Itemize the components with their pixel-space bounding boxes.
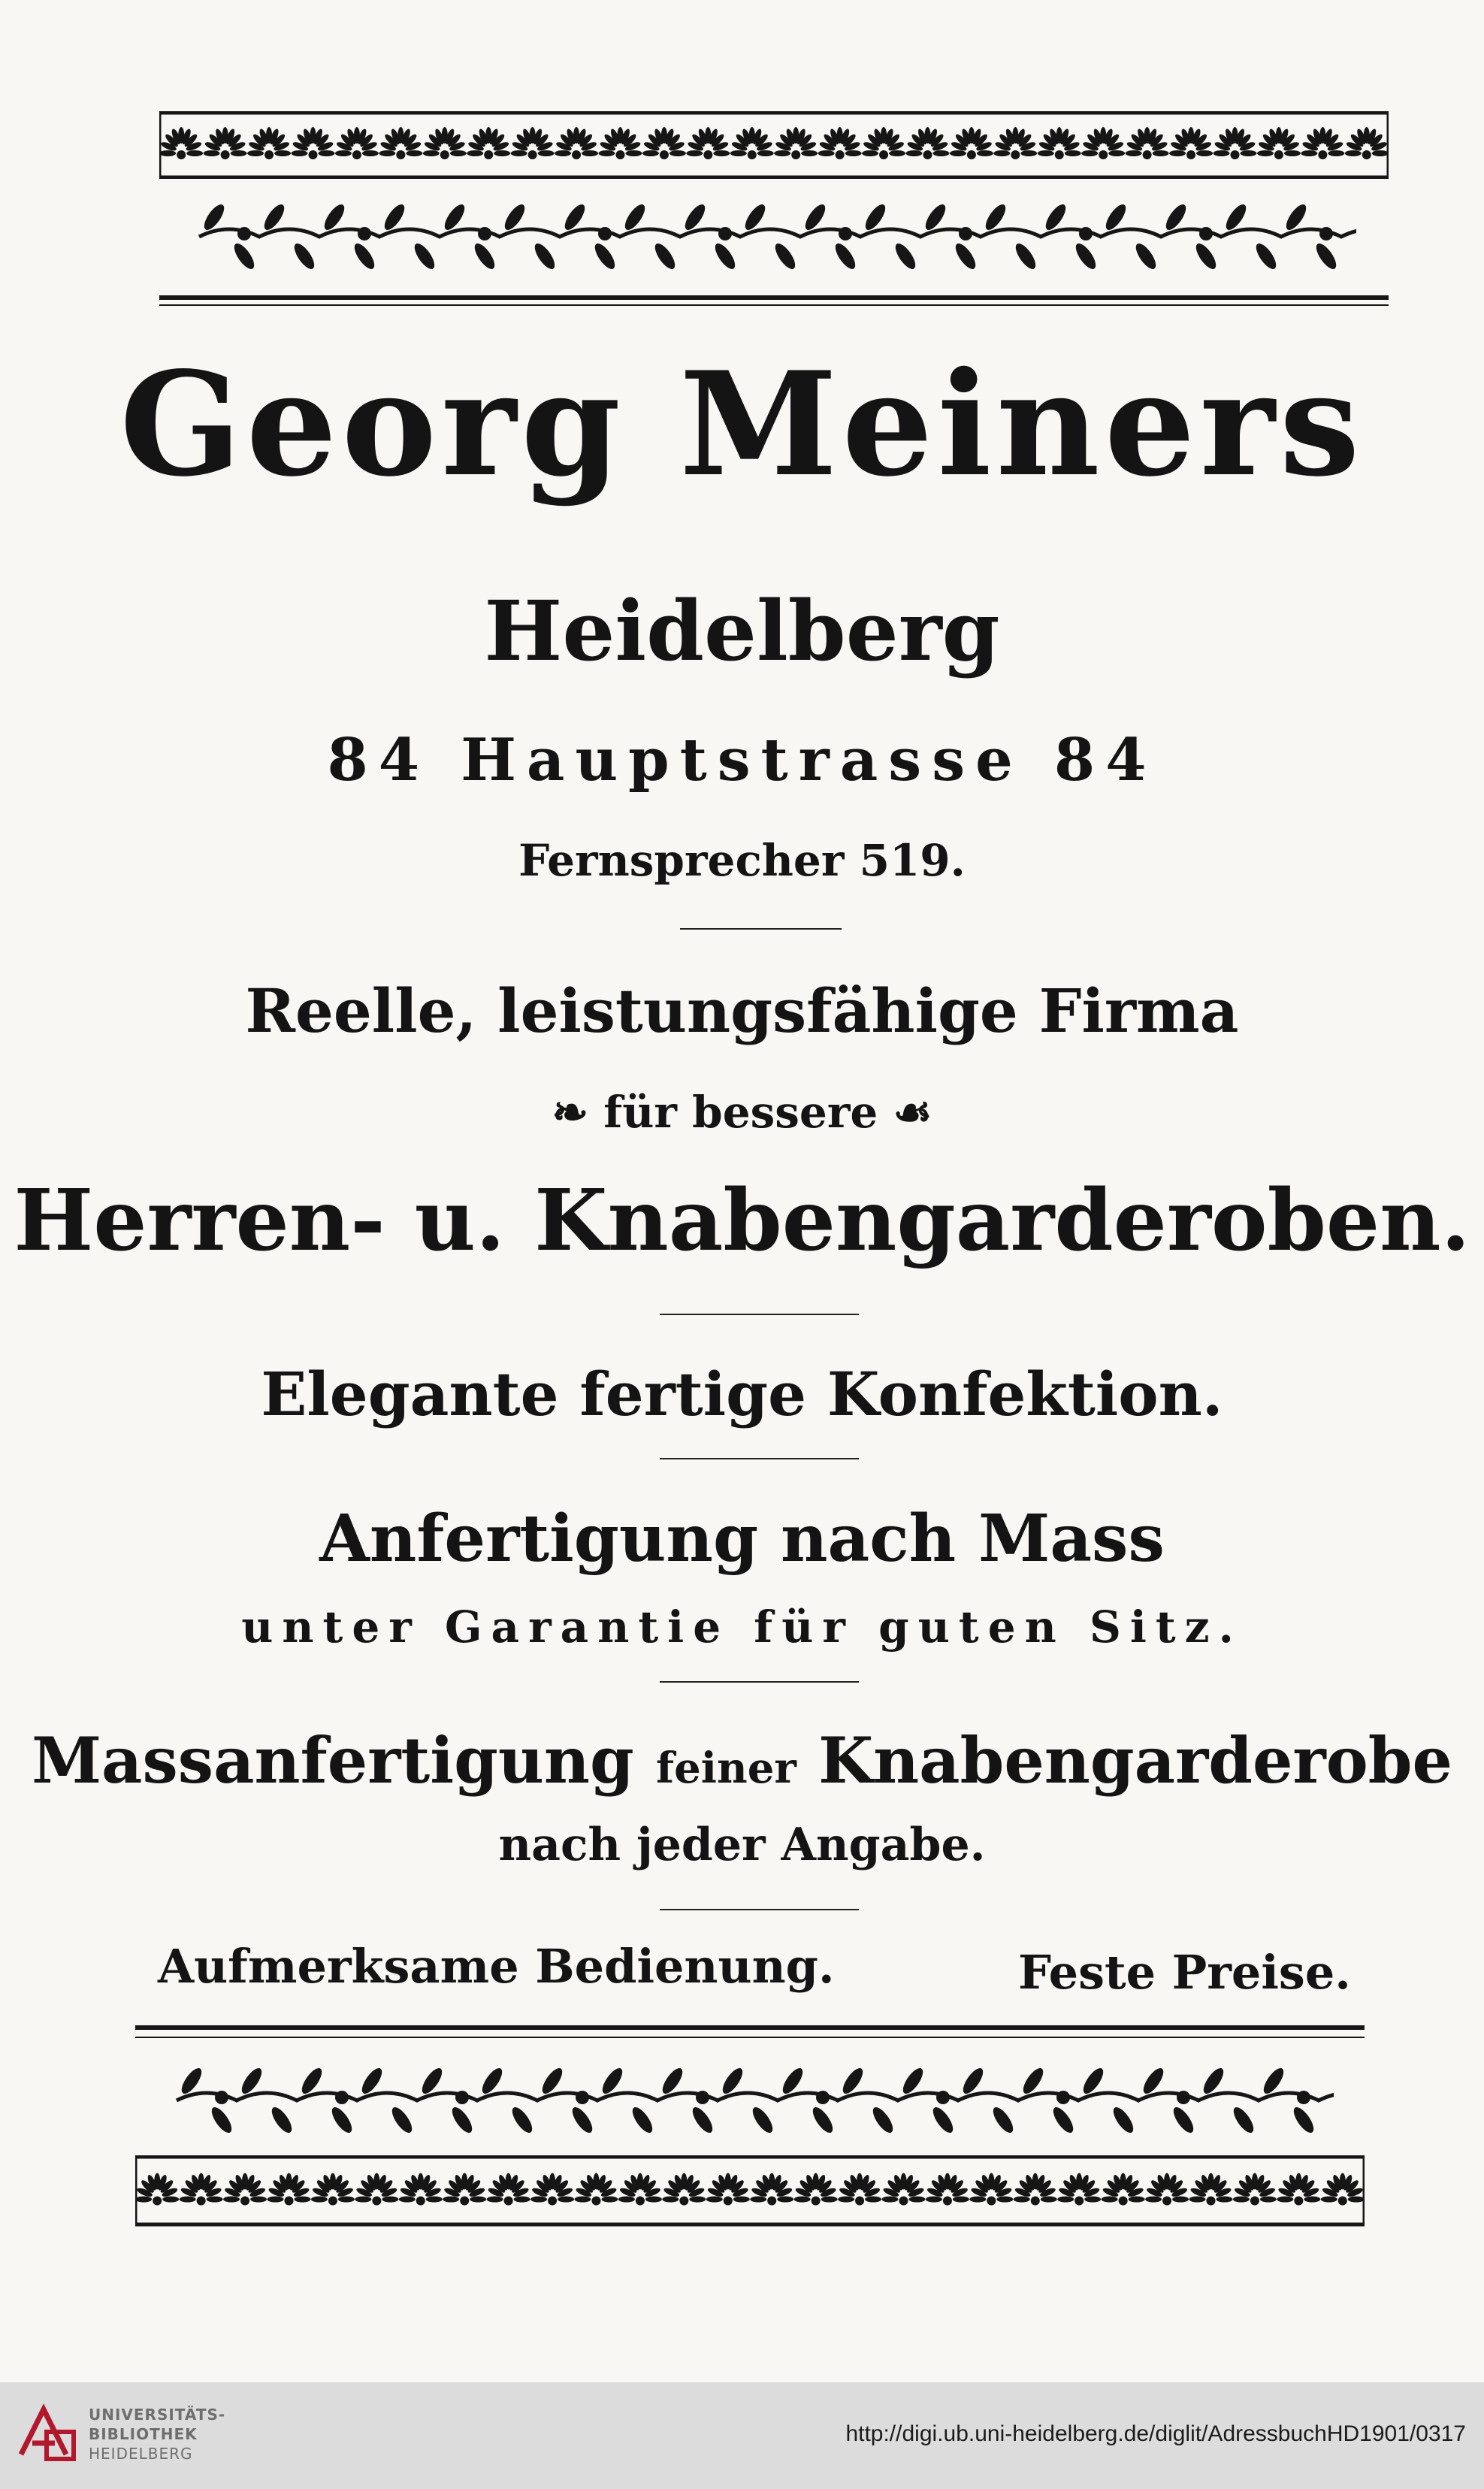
note-service: Aufmerksame Bedienung. bbox=[158, 1939, 835, 1994]
vine-berry bbox=[358, 227, 371, 240]
rosette-ornament bbox=[730, 127, 774, 159]
rosette-ornament bbox=[838, 2173, 881, 2206]
top-divider bbox=[159, 295, 1389, 300]
rosette-ornament bbox=[950, 127, 993, 159]
vine-berry bbox=[1319, 227, 1333, 240]
tagline-boys-a: Massanfertigung bbox=[32, 1723, 634, 1798]
vine-berry bbox=[1177, 2091, 1190, 2104]
rosette-ornament bbox=[1345, 127, 1389, 159]
vine-leaf bbox=[651, 240, 679, 272]
vine-leaf bbox=[689, 2104, 716, 2136]
vine-leaf bbox=[809, 2104, 836, 2136]
rosette-ornament bbox=[750, 2173, 793, 2206]
vine-leaf bbox=[1132, 240, 1159, 272]
firm-name: Georg Meiners bbox=[119, 340, 1365, 508]
rosette-ornament bbox=[1014, 2173, 1057, 2206]
rosette-ornament bbox=[511, 127, 555, 159]
vine-stem bbox=[199, 229, 1356, 237]
top-rosette-border bbox=[159, 111, 1389, 179]
rosette-ornament bbox=[1169, 127, 1213, 159]
rosette-ornament bbox=[1102, 2173, 1145, 2206]
rosette-ornament bbox=[1213, 127, 1257, 159]
vine-leaf bbox=[869, 2104, 896, 2136]
rosette-ornament bbox=[379, 127, 422, 159]
vine-leaf bbox=[388, 2104, 416, 2136]
vine-leaf bbox=[1313, 240, 1340, 272]
vine-leaf bbox=[749, 2104, 776, 2136]
rosette-ornament bbox=[1301, 127, 1344, 159]
vine-leaf bbox=[772, 240, 799, 272]
rosette-ornament bbox=[135, 2173, 179, 2206]
vine-berry bbox=[335, 2091, 349, 2104]
vine-leaf bbox=[268, 2104, 295, 2136]
vine-leaf bbox=[449, 2104, 476, 2136]
vine-leaf bbox=[929, 2104, 957, 2136]
source-url[interactable]: http://digi.ub.uni-heidelberg.de/diglit/AdressbuchHD1901/0317 bbox=[845, 2421, 1466, 2446]
phone: Fernsprecher 519. bbox=[518, 835, 966, 886]
rosette-ornament bbox=[335, 127, 379, 159]
vine-leaf bbox=[892, 240, 919, 272]
vine-leaf bbox=[1110, 2104, 1137, 2136]
divider-4 bbox=[660, 1681, 859, 1683]
rosette-ornament bbox=[1081, 127, 1125, 159]
rosette-ornament bbox=[292, 127, 335, 159]
rosette-ornament bbox=[555, 127, 598, 159]
rosette-ornament bbox=[662, 2173, 706, 2206]
vine-leaf bbox=[291, 240, 318, 272]
tagline-tailoring: Anfertigung nach Mass bbox=[319, 1501, 1165, 1577]
logo-line-2: BIBLIOTHEK bbox=[89, 2425, 198, 2443]
vine-leaf bbox=[1072, 240, 1099, 272]
vine-berry bbox=[576, 2091, 589, 2104]
rosette-ornament bbox=[818, 127, 862, 159]
rosette-ornament bbox=[993, 127, 1037, 159]
rosette-ornament bbox=[311, 2173, 355, 2206]
bottom-rosette-border bbox=[135, 2155, 1365, 2227]
rosette-ornament bbox=[1257, 127, 1301, 159]
divider-2 bbox=[660, 1314, 859, 1315]
divider-1 bbox=[680, 928, 842, 930]
library-logo-text bbox=[89, 2405, 225, 2463]
address: 84 Hauptstrasse 84 bbox=[327, 726, 1157, 794]
tagline-better-text: für bessere bbox=[603, 1087, 878, 1138]
vine-leaf bbox=[1290, 2104, 1317, 2136]
vine-berry bbox=[1056, 2091, 1070, 2104]
vine-leaf bbox=[1253, 240, 1280, 272]
divider-5 bbox=[660, 1909, 859, 1910]
vine-leaf bbox=[1012, 240, 1039, 272]
rosette-ornament bbox=[774, 127, 818, 159]
rosette-ornament bbox=[487, 2173, 530, 2206]
rosette-ornament bbox=[443, 2173, 486, 2206]
rosette-ornament bbox=[906, 127, 950, 159]
rosette-ornament bbox=[204, 127, 247, 159]
vine-berry bbox=[598, 227, 612, 240]
vine-berry bbox=[1199, 227, 1213, 240]
rosette-ornament bbox=[1038, 127, 1081, 159]
tagline-boys bbox=[0, 1717, 1484, 1812]
rosette-ornament bbox=[686, 127, 730, 159]
footer-bar bbox=[0, 2382, 1484, 2489]
tagline-boys-c: Knabengarderobe bbox=[818, 1723, 1452, 1798]
tagline-better bbox=[0, 1082, 1484, 1142]
rosette-ornament bbox=[575, 2173, 618, 2206]
rosette-ornament bbox=[223, 2173, 267, 2206]
vine-berry bbox=[839, 227, 852, 240]
vine-berry bbox=[1079, 227, 1093, 240]
top-divider-thin bbox=[159, 304, 1389, 306]
vine-berry bbox=[959, 227, 972, 240]
vine-berry bbox=[478, 227, 491, 240]
logo-line-1: UNIVERSITÄTS- bbox=[89, 2406, 226, 2424]
vine-berry bbox=[237, 227, 251, 240]
bottom-divider-thin bbox=[135, 2037, 1365, 2038]
vine-leaf bbox=[1192, 240, 1220, 272]
vine-leaf bbox=[351, 240, 378, 272]
vine-leaf bbox=[1230, 2104, 1257, 2136]
rosette-ornament bbox=[618, 2173, 662, 2206]
rosette-ornament bbox=[599, 127, 642, 159]
rosette-ornament bbox=[530, 2173, 574, 2206]
city: Heidelberg bbox=[484, 582, 1000, 679]
vine-berry bbox=[936, 2091, 950, 2104]
rosette-ornament bbox=[355, 2173, 398, 2206]
rosette-ornament bbox=[159, 127, 203, 159]
vine-berry bbox=[718, 227, 732, 240]
vine-leaf bbox=[509, 2104, 536, 2136]
rosette-ornament bbox=[706, 2173, 750, 2206]
bottom-leaf-vine-border bbox=[169, 2048, 1334, 2153]
vine-leaf bbox=[1170, 2104, 1197, 2136]
rosette-ornament bbox=[969, 2173, 1013, 2206]
tagline-garments: Herren- u. Knabengarderoben. bbox=[14, 1172, 1470, 1270]
vine-leaf bbox=[591, 240, 618, 272]
vine-leaf bbox=[629, 2104, 656, 2136]
rosette-ornament bbox=[467, 127, 510, 159]
rosette-ornament bbox=[1277, 2173, 1320, 2206]
vine-leaf bbox=[1050, 2104, 1077, 2136]
vine-berry bbox=[816, 2091, 830, 2104]
tagline-guarantee: unter Garantie für guten Sitz. bbox=[241, 1601, 1243, 1653]
flourish-right-icon: ☙ bbox=[878, 1087, 932, 1138]
rosette-ornament bbox=[423, 127, 467, 159]
vine-leaf bbox=[471, 240, 498, 272]
vine-leaf bbox=[411, 240, 438, 272]
vine-stem bbox=[177, 2093, 1334, 2100]
vine-berry bbox=[215, 2091, 228, 2104]
tagline-request: nach jeder Angabe. bbox=[498, 1819, 986, 1871]
flourish-left-icon: ❧ bbox=[552, 1087, 604, 1138]
logo-line-3: HEIDELBERG bbox=[89, 2445, 193, 2463]
rosette-ornament bbox=[1233, 2173, 1277, 2206]
note-prices: Feste Preise. bbox=[1018, 1945, 1351, 2000]
rosette-ornament bbox=[862, 127, 905, 159]
vine-leaf bbox=[531, 240, 558, 272]
bottom-divider bbox=[135, 2025, 1365, 2030]
rosette-ornament bbox=[1189, 2173, 1233, 2206]
tagline-elegant: Elegante fertige Konfektion. bbox=[261, 1359, 1223, 1429]
rosette-ornament bbox=[247, 127, 291, 159]
rosette-ornament bbox=[1321, 2173, 1365, 2206]
vine-berry bbox=[455, 2091, 469, 2104]
vine-leaf bbox=[832, 240, 859, 272]
rosette-ornament bbox=[1057, 2173, 1101, 2206]
tagline-boys-b: feiner bbox=[655, 1744, 796, 1793]
vine-leaf bbox=[231, 240, 258, 272]
rosette-ornament bbox=[267, 2173, 311, 2206]
rosette-ornament bbox=[794, 2173, 838, 2206]
library-logo-icon bbox=[14, 2402, 81, 2469]
vine-leaf bbox=[328, 2104, 355, 2136]
top-leaf-vine-border bbox=[192, 184, 1356, 289]
vine-berry bbox=[696, 2091, 709, 2104]
rosette-ornament bbox=[399, 2173, 443, 2206]
vine-leaf bbox=[208, 2104, 235, 2136]
vine-leaf bbox=[569, 2104, 596, 2136]
tagline-firm: Reelle, leistungsfähige Firma bbox=[245, 975, 1239, 1046]
vine-leaf bbox=[952, 240, 979, 272]
vine-berry bbox=[1297, 2091, 1310, 2104]
rosette-ornament bbox=[1126, 127, 1169, 159]
rosette-ornament bbox=[926, 2173, 969, 2206]
rosette-ornament bbox=[1145, 2173, 1189, 2206]
vine-leaf bbox=[990, 2104, 1017, 2136]
rosette-ornament bbox=[180, 2173, 223, 2206]
rosette-ornament bbox=[642, 127, 686, 159]
rosette-ornament bbox=[882, 2173, 926, 2206]
vine-leaf bbox=[712, 240, 739, 272]
divider-3 bbox=[660, 1458, 859, 1459]
